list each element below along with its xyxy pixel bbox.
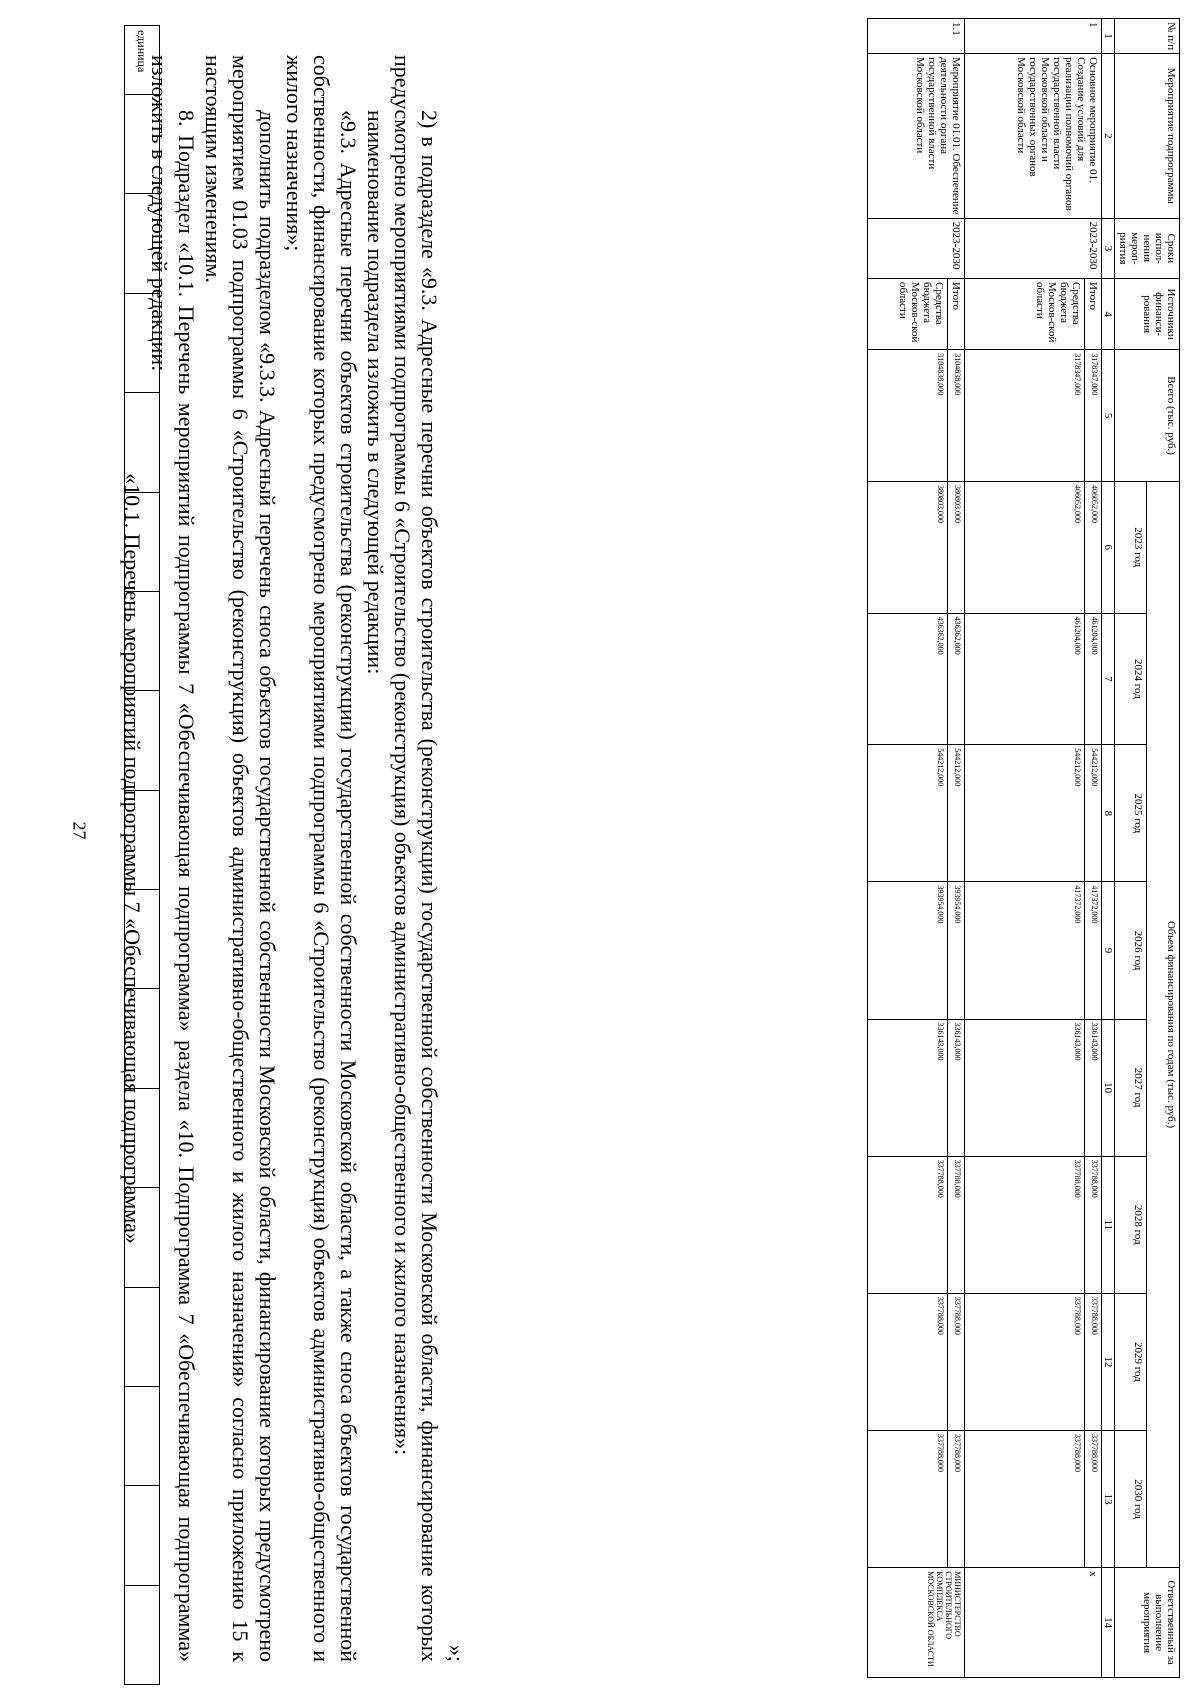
- col-number: 3: [1102, 218, 1115, 278]
- paragraph-3: наименование подраздела изложить в следующей редакции:: [363, 110, 388, 675]
- row-value: 393954,000: [948, 882, 965, 1019]
- row-value: 337788,000: [965, 1156, 1085, 1293]
- header-num: № п/п: [1115, 19, 1180, 54]
- paragraph-2: 2) в подразделе «9.3. Адресные перечни объектов строительства (реконструкции) государственной собственности Московской области, финансирование которых предусмотрено мероприятиями подпрограммы 6 «Строительство (реконструкция) объектов административно-общественного и жилого назначения»:: [390, 55, 442, 1662]
- row-value: 406052,000: [965, 481, 1085, 613]
- col-number: 4: [1102, 278, 1115, 349]
- row-value: 336143,000: [965, 1019, 1085, 1156]
- row-value: 337788,000: [868, 1156, 948, 1293]
- row-terms: 2023-2030: [868, 218, 965, 278]
- row-responsible: МИНИСТЕРСТВО СТРОИТЕЛЬНОГО КОМПЛЕКСА МОСКОВСКОЙ ОБЛАСТИ: [868, 1568, 965, 1678]
- row-source: Итого: [948, 278, 965, 349]
- row-value: 336143,000: [868, 1019, 948, 1156]
- row-total: 3104838,000: [868, 350, 948, 482]
- row-value: 380803,000: [868, 481, 948, 613]
- page-number: 27: [69, 821, 90, 840]
- row-event: Основное мероприятие 01. Создание условий для реализации полномочий органов государственной власти Московской области и государственных органов Московской области: [965, 54, 1102, 219]
- row-value: 337788,000: [965, 1430, 1085, 1567]
- row-value: 337788,000: [868, 1430, 948, 1567]
- row-value: 436362,000: [868, 613, 948, 745]
- row-source: Средства бюджета Москов-ской области: [965, 278, 1085, 349]
- row-value: 544212,000: [868, 745, 948, 882]
- row-value: 461204,000: [965, 613, 1085, 745]
- row-value: 337788,000: [948, 1430, 965, 1567]
- events-table: [867, 18, 1180, 1678]
- header-sources: Источники финанси-рования: [1115, 278, 1180, 349]
- col-number: 7: [1102, 613, 1115, 745]
- table-row: [1085, 19, 1102, 1678]
- col-number: 1: [1102, 19, 1115, 54]
- row-value: 337788,000: [1085, 1430, 1102, 1567]
- col-number: 9: [1102, 882, 1115, 1019]
- header-responsible: Ответственный за выполнение мероприятия: [1115, 1568, 1180, 1678]
- header-terms: Сроки испол-нения мероп-риятия: [1115, 218, 1180, 278]
- row-num: 1: [965, 19, 1102, 54]
- paragraph-4: «9.3. Адресные перечни объектов строительства (реконструкции) государственной собственности Московской области, а также сноса объектов государственной собственности, финансирование которых предусмотрено мероприятиями подпрограммы 6 «Строительство (реконструкция) объектов административно-общественного и жилого назначения»;: [282, 55, 361, 1662]
- row-value: 336143,000: [948, 1019, 965, 1156]
- col-number: 13: [1102, 1430, 1115, 1567]
- row-source: Средства бюджета Москов-ской области: [868, 278, 948, 349]
- header-year: 2028 год: [1115, 1156, 1148, 1293]
- header-total: Всего (тыс. руб.): [1115, 350, 1180, 482]
- row-total: 3104838,000: [948, 350, 965, 482]
- body-text: [119, 55, 470, 1662]
- header-year: 2023 год: [1115, 481, 1148, 613]
- quote-close: »;: [444, 1644, 469, 1662]
- row-total: 3178347,000: [965, 350, 1085, 482]
- row-value: 417372,000: [1085, 882, 1102, 1019]
- row-value: 417372,000: [965, 882, 1085, 1019]
- header-year: 2029 год: [1115, 1293, 1148, 1430]
- strip-label: единица: [125, 26, 160, 95]
- col-number: 5: [1102, 350, 1115, 482]
- col-number: 8: [1102, 745, 1115, 882]
- row-num: 1.1: [868, 19, 965, 54]
- row-value: 337788,000: [948, 1156, 965, 1293]
- subsection-title: «10.1. Перечень мероприятий подпрограммы 7 «Обеспечивающая подпрограмма»: [120, 473, 145, 1244]
- col-number: 11: [1102, 1156, 1115, 1293]
- header-volume: Объем финансирования по годам (тыс. руб.): [1147, 481, 1180, 1567]
- row-value: 337788,000: [948, 1293, 965, 1430]
- row-event: Мероприятие 01.01. Обеспечение деятельности органа государственной власти Московской области: [868, 54, 965, 219]
- row-value: 544212,000: [1085, 745, 1102, 882]
- paragraph-5: дополнить подразделом «9.3.3. Адресный перечень сноса объектов государственной собственности Московской области, финансирование которых предусмотрено мероприятием 01.03 подпрограммы 6 «Строительство (реконструкция) объектов административно-общественного и жилого назначения» согласно приложению 15 к настоящим изменениям.: [201, 55, 280, 1662]
- row-value: 393954,000: [868, 882, 948, 1019]
- header-year: 2027 год: [1115, 1019, 1148, 1156]
- strip-table: [124, 25, 160, 1685]
- row-value: 337788,000: [868, 1293, 948, 1430]
- row-value: 337788,000: [1085, 1293, 1102, 1430]
- row-value: 436362,000: [948, 613, 965, 745]
- col-number: 6: [1102, 481, 1115, 613]
- row-value: 544212,000: [965, 745, 1085, 882]
- row-terms: 2023-2030: [965, 218, 1102, 278]
- col-number: 14: [1102, 1568, 1115, 1678]
- row-value: 337788,000: [965, 1293, 1085, 1430]
- header-event: Мероприятие подпрограммы: [1115, 54, 1180, 219]
- paragraph-6: 8. Подраздел «10.1. Перечень мероприятий подпрограммы 7 «Обеспечивающая подпрограмма» раздела «10. Подпрограмма 7 «Обеспечивающая подпрограмма» изложить в следующей редакции:: [147, 55, 199, 1662]
- row-total: 3178347,000: [1085, 350, 1102, 482]
- row-source: Итого: [1085, 278, 1102, 349]
- table-row: [948, 19, 965, 1678]
- row-value: 544212,000: [948, 745, 965, 882]
- row-value: 337788,000: [1085, 1156, 1102, 1293]
- header-year: 2030 год: [1115, 1430, 1148, 1567]
- col-number: 10: [1102, 1019, 1115, 1156]
- row-value: 380803,000: [948, 481, 965, 613]
- col-number: 2: [1102, 54, 1115, 219]
- header-year: 2024 год: [1115, 613, 1148, 745]
- header-year: 2025 год: [1115, 745, 1148, 882]
- col-number: 12: [1102, 1293, 1115, 1430]
- header-year: 2026 год: [1115, 882, 1148, 1019]
- row-value: 336143,000: [1085, 1019, 1102, 1156]
- row-responsible: х: [965, 1568, 1102, 1678]
- row-value: 461204,000: [1085, 613, 1102, 745]
- row-value: 406052,000: [1085, 481, 1102, 613]
